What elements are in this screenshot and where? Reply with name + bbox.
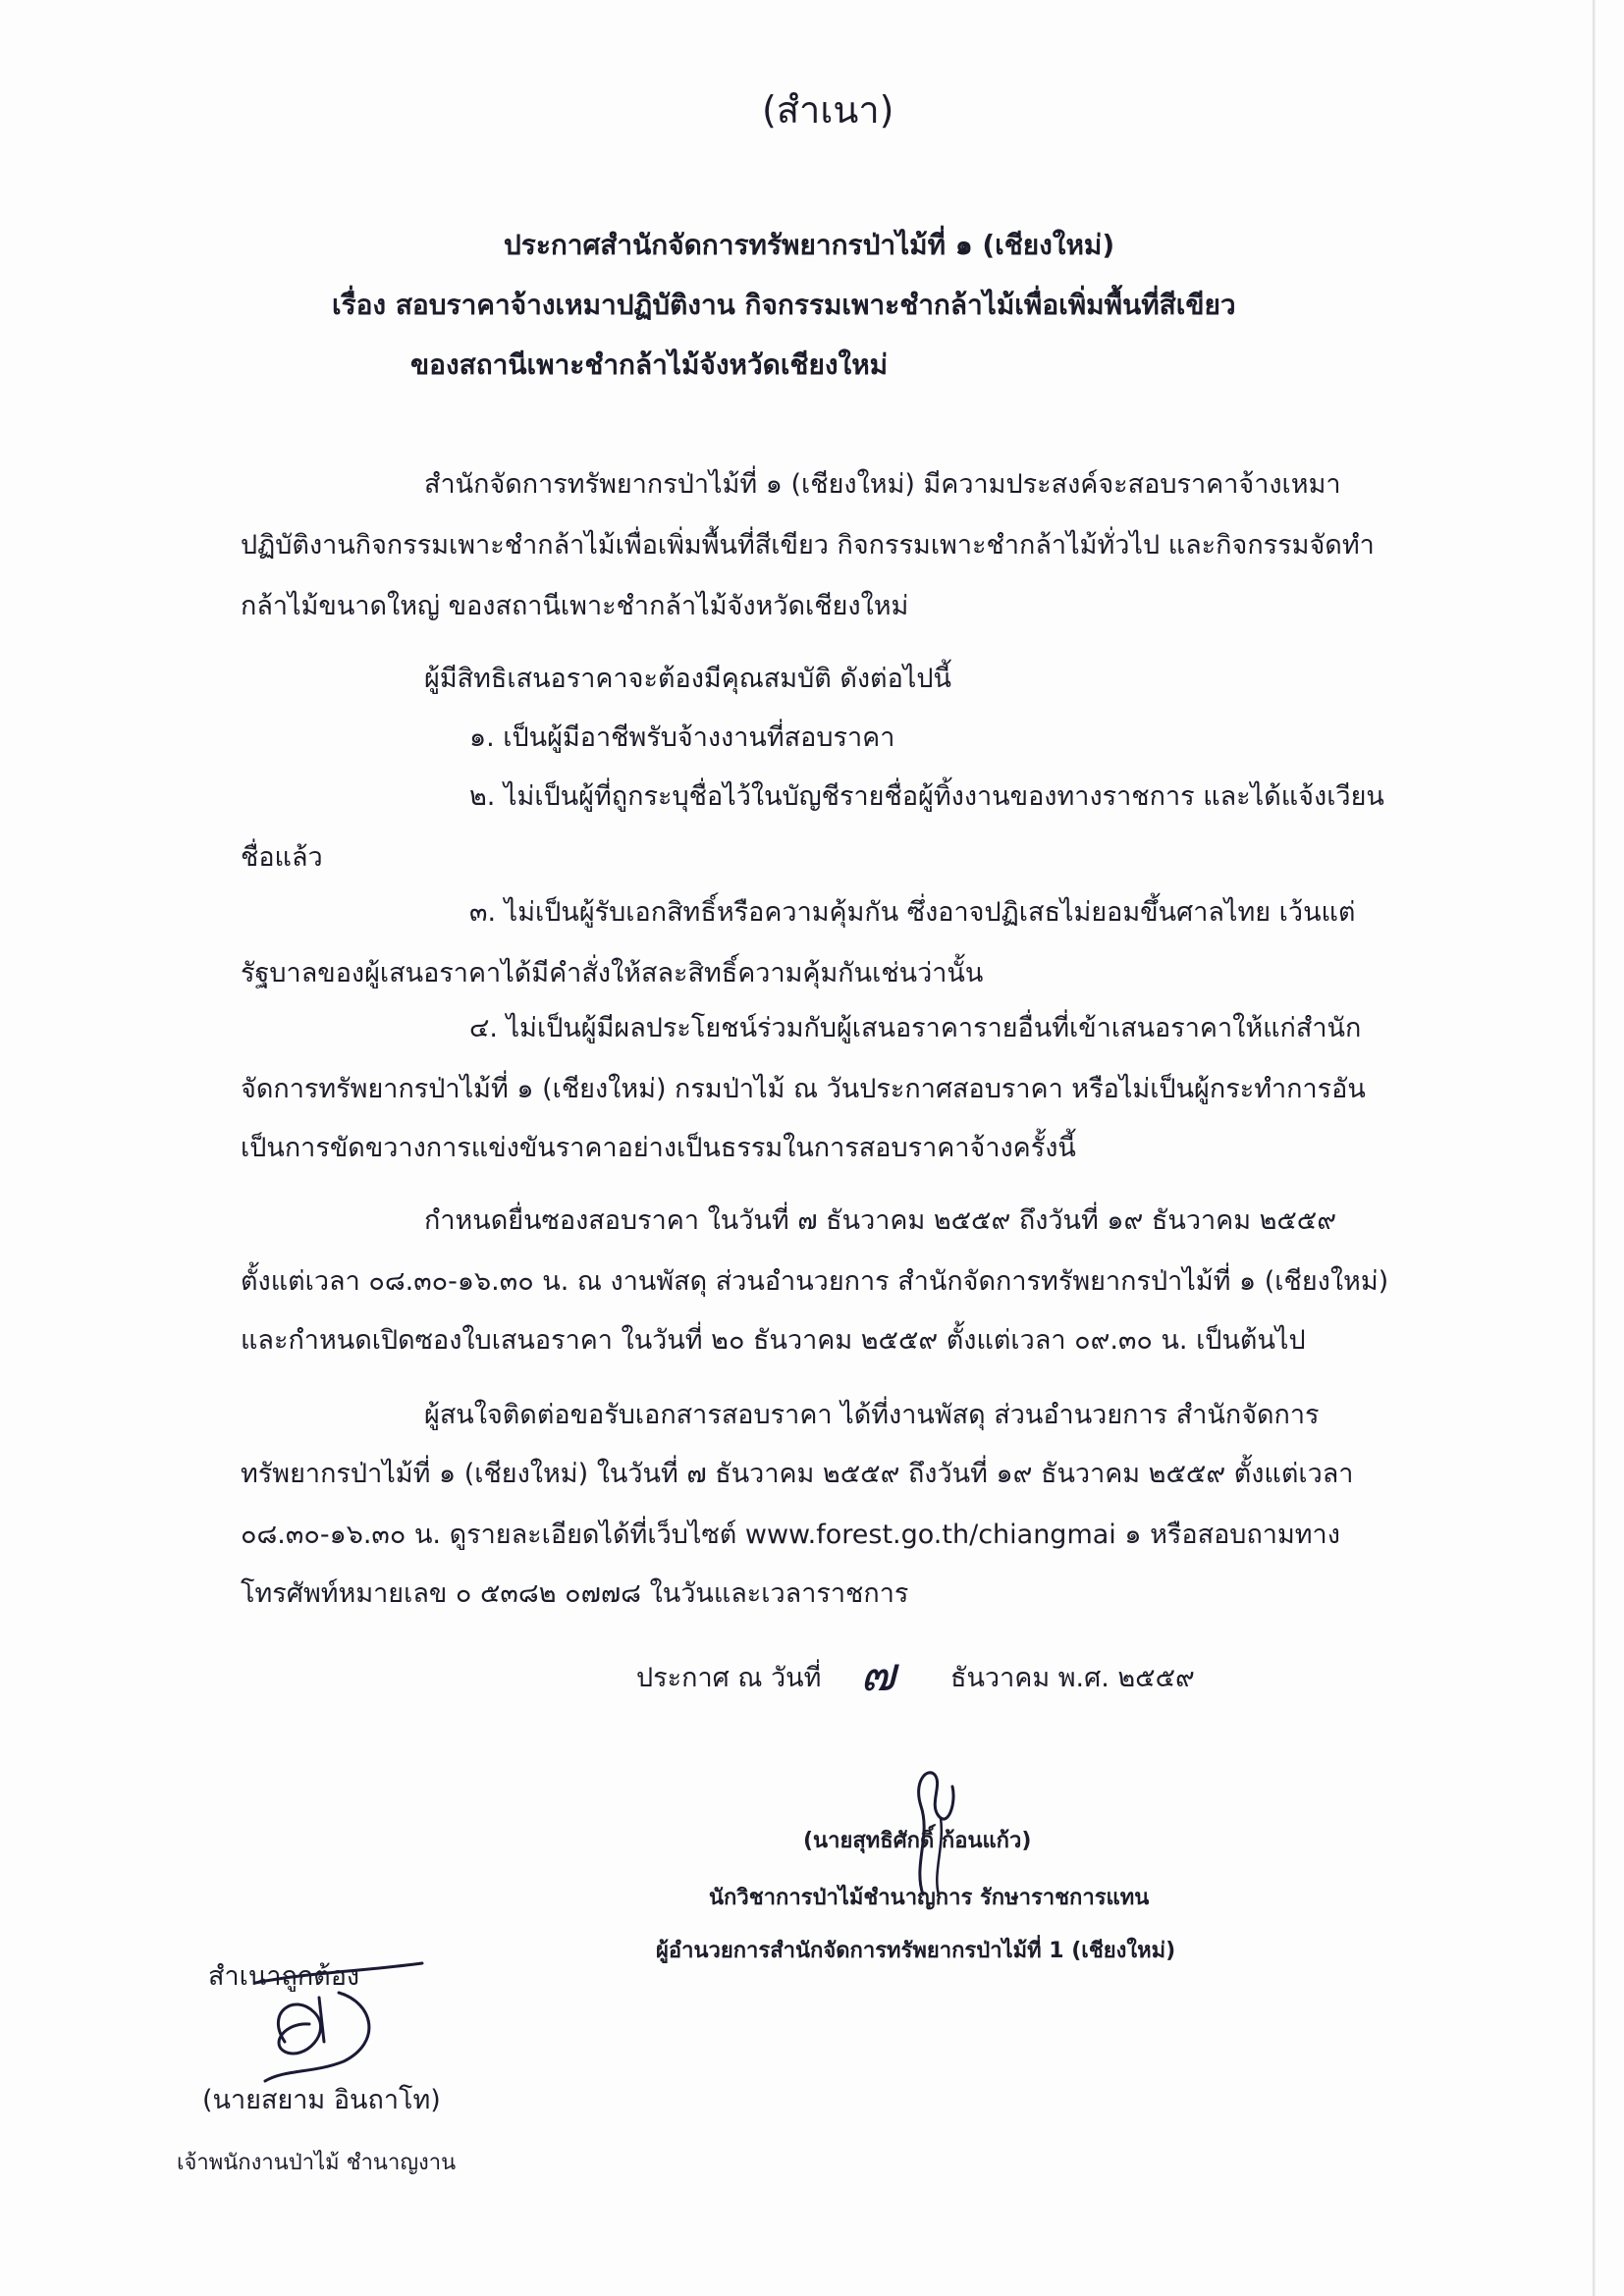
announcement-subject-cont: ของสถานีเพาะชำกล้าไม้จังหวัดเชียงใหม่ [410, 348, 889, 381]
handwritten-day: ๗ [860, 1647, 896, 1702]
announcement-title: ประกาศสำนักจัดการทรัพยากรป่าไม้ที่ ๑ (เชียงใหม่) [504, 229, 1115, 261]
scan-edge [1593, 0, 1596, 2296]
qualification-item-2: ๒. ไม่เป็นผู้ที่ถูกระบุชื่อไว้ในบัญชีรายชื่อผู้ทิ้งงานของทางราชการ และได้แจ้งเวียน [469, 781, 1384, 812]
announcement-date-suffix: ธันวาคม พ.ศ. ๒๕๕๙ [950, 1663, 1195, 1693]
intro-line-3: กล้าไม้ขนาดใหญ่ ของสถานีเพาะชำกล้าไม้จังหวัดเชียงใหม่ [241, 591, 909, 621]
announcement-date-prefix: ประกาศ ณ วันที่ [636, 1663, 822, 1693]
signatory-name: (นายสุทธิศักดิ์ ก้อนแก้ว) [803, 1829, 1032, 1853]
qualification-item-4-cont-1: จัดการทรัพยากรป่าไม้ที่ ๑ (เชียงใหม่) กรมป่าไม้ ณ วันประกาศสอบราคา หรือไม่เป็นผู้กระทำการอัน [241, 1074, 1366, 1104]
certified-copy-label: สำเนาถูกต้อง [208, 1961, 360, 1992]
contact-line-2: ทรัพยากรป่าไม้ที่ ๑ (เชียงใหม่) ในวันที่ ๗ ธันวาคม ๒๕๕๙ ถึงวันที่ ๑๙ ธันวาคม ๒๕๕๙ ตั้งแต่เวลา [241, 1459, 1354, 1489]
intro-line-1: สำนักจัดการทรัพยากรป่าไม้ที่ ๑ (เชียงใหม่) มีความประสงค์จะสอบราคาจ้างเหมา [424, 469, 1341, 500]
schedule-line-3: และกำหนดเปิดซองใบเสนอราคา ในวันที่ ๒๐ ธันวาคม ๒๕๕๙ ตั้งแต่เวลา ๐๙.๓๐ น. เป็นต้นไป [241, 1325, 1306, 1356]
announcement-subject: เรื่อง สอบราคาจ้างเหมาปฏิบัติงาน กิจกรรมเพาะชำกล้าไม้เพื่อเพิ่มพื้นที่สีเขียว [332, 289, 1236, 321]
qualification-item-4-cont-2: เป็นการขัดขวางการแข่งขันราคาอย่างเป็นธรรมในการสอบราคาจ้างครั้งนี้ [241, 1133, 1076, 1163]
certifier-signature [226, 1953, 461, 2091]
certifier-name: (นายสยาม อินถาโท) [202, 2085, 441, 2115]
schedule-line-2: ตั้งแต่เวลา ๐๘.๓๐-๑๖.๓๐ น. ณ งานพัสดุ ส่วนอำนวยการ สำนักจัดการทรัพยากรป่าไม้ที่ ๑ (เชียงใหม่) [241, 1266, 1389, 1297]
contact-line-3: ๐๘.๓๐-๑๖.๓๐ น. ดูรายละเอียดได้ที่เว็บไซต์ www.forest.go.th/chiangmai ๑ หรือสอบถามทาง [241, 1520, 1340, 1550]
qualification-item-1: ๑. เป็นผู้มีอาชีพรับจ้างงานที่สอบราคา [469, 722, 895, 753]
signatory-position: นักวิชาการป่าไม้ชำนาญการ รักษาราชการแทน [709, 1886, 1150, 1910]
qualifications-heading: ผู้มีสิทธิเสนอราคาจะต้องมีคุณสมบัติ ดังต่อไปนี้ [424, 664, 951, 694]
copy-mark: (สำเนา) [762, 88, 894, 132]
certifier-position: เจ้าพนักงานป่าไม้ ชำนาญงาน [177, 2151, 457, 2175]
qualification-item-3-cont: รัฐบาลของผู้เสนอราคาได้มีคำสั่งให้สละสิทธิ์ความคุ้มกันเช่นว่านั้น [241, 958, 984, 988]
qualification-item-4: ๔. ไม่เป็นผู้มีผลประโยชน์ร่วมกับผู้เสนอราคารายอื่นที่เข้าเสนอราคาให้แก่สำนัก [469, 1013, 1362, 1043]
contact-line-1: ผู้สนใจติดต่อขอรับเอกสารสอบราคา ได้ที่งานพัสดุ ส่วนอำนวยการ สำนักจัดการ [424, 1400, 1320, 1430]
signatory-office: ผู้อำนวยการสำนักจัดการทรัพยากรป่าไม้ที่ 1 (เชียงใหม่) [656, 1939, 1176, 1963]
schedule-line-1: กำหนดยื่นซองสอบราคา ในวันที่ ๗ ธันวาคม ๒๕๕๙ ถึงวันที่ ๑๙ ธันวาคม ๒๕๕๙ [424, 1205, 1337, 1236]
qualification-item-2-cont: ชื่อแล้ว [241, 842, 323, 873]
qualification-item-3: ๓. ไม่เป็นผู้รับเอกสิทธิ์หรือความคุ้มกัน ซึ่งอาจปฏิเสธไม่ยอมขึ้นศาลไทย เว้นแต่ [469, 897, 1356, 928]
contact-line-4: โทรศัพท์หมายเลข ๐ ๕๓๘๒ ๐๗๗๘ ในวันและเวลาราชการ [241, 1578, 909, 1609]
intro-line-2: ปฏิบัติงานกิจกรรมเพาะชำกล้าไม้เพื่อเพิ่มพื้นที่สีเขียว กิจกรรมเพาะชำกล้าไม้ทั่วไป และกิจกรรมจัดทำ [241, 530, 1375, 561]
